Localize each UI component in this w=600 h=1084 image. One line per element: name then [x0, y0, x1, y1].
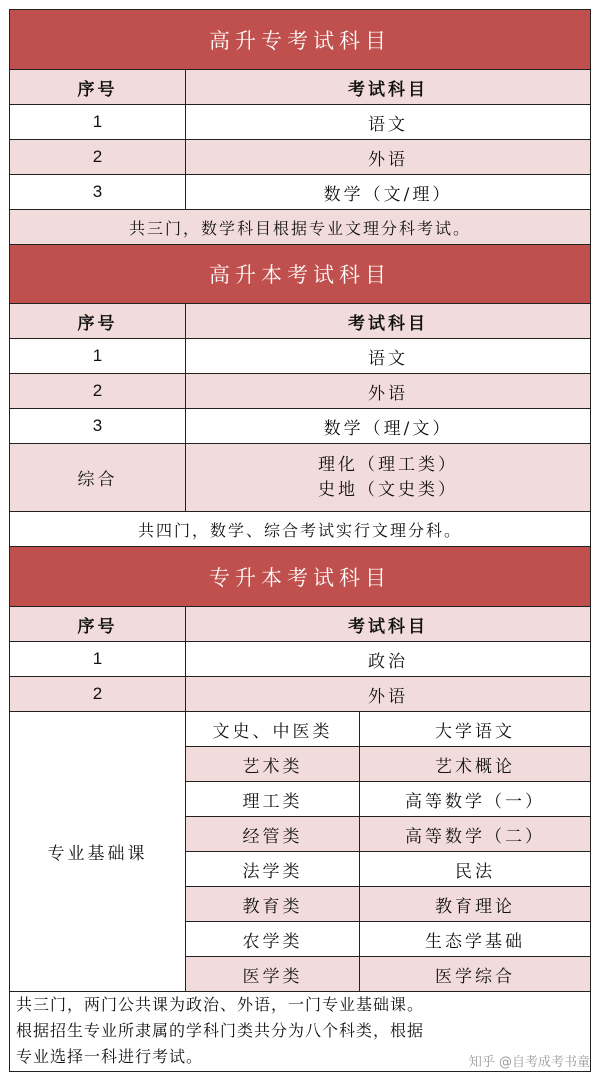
section1-note: 共三门，数学科目根据专业文理分科考试。: [9, 209, 591, 245]
section3-row1-seq: 1: [9, 641, 186, 677]
section2-row3-seq: 3: [9, 408, 186, 444]
section2-col-subject: 考试科目: [185, 303, 591, 339]
section3-title: 专升本考试科目: [9, 546, 591, 607]
section2-row1-seq: 1: [9, 338, 186, 374]
section1-row2-seq: 2: [9, 139, 186, 175]
section3-row2-subject: 外语: [185, 676, 591, 712]
category-6-subject: 教育理论: [359, 886, 591, 922]
section2-col-seq: 序号: [9, 303, 186, 339]
section2-combined-subjects: [185, 443, 591, 512]
section2-row2-subject: 外语: [185, 373, 591, 409]
section2-title: 高升本考试科目: [9, 244, 591, 304]
category-2: 艺术类: [185, 746, 360, 782]
section1-title: 高升专考试科目: [9, 9, 591, 70]
section2-row2-seq: 2: [9, 373, 186, 409]
category-6: 教育类: [185, 886, 360, 922]
section1-col-seq: 序号: [9, 69, 186, 105]
category-8-subject: 医学综合: [359, 956, 591, 992]
section1-row2-subject: 外语: [185, 139, 591, 175]
section3-note-line-2: 根据招生专业所隶属的学科门类共分为八个科类，根据: [16, 1021, 425, 1040]
section3-note-line-3: 专业选择一科进行考试。: [16, 1047, 204, 1066]
section2-row1-subject: 语文: [185, 338, 591, 374]
category-4: 经管类: [185, 816, 360, 852]
category-2-subject: 艺术概论: [359, 746, 591, 782]
section1-row1-seq: 1: [9, 104, 186, 140]
section1-row3-subject: 数学（文/理）: [185, 174, 591, 210]
basic-course-label: 专业基础课: [9, 711, 186, 992]
category-4-subject: 高等数学（二）: [359, 816, 591, 852]
section2-combined-label: 综合: [9, 443, 186, 512]
category-5: 法学类: [185, 851, 360, 887]
section3-row1-subject: 政治: [185, 641, 591, 677]
category-7-subject: 生态学基础: [359, 921, 591, 957]
combined-line-1: 理化（理工类）: [318, 454, 458, 475]
section1-col-subject: 考试科目: [185, 69, 591, 105]
section1-row1-subject: 语文: [185, 104, 591, 140]
category-3-subject: 高等数学（一）: [359, 781, 591, 817]
section3-col-subject: 考试科目: [185, 606, 591, 642]
category-3: 理工类: [185, 781, 360, 817]
category-8: 医学类: [185, 956, 360, 992]
category-1: 文史、中医类: [185, 711, 360, 747]
section3-col-seq: 序号: [9, 606, 186, 642]
section1-row3-seq: 3: [9, 174, 186, 210]
category-7: 农学类: [185, 921, 360, 957]
category-1-subject: 大学语文: [359, 711, 591, 747]
watermark: 知乎 @自考成考书童: [468, 1055, 590, 1070]
section3-note-line-1: 共三门，两门公共课为政治、外语，一门专业基础课。: [16, 995, 425, 1014]
combined-line-2: 史地（文史类）: [318, 479, 458, 500]
section2-note: 共四门，数学、综合考试实行文理分科。: [9, 511, 591, 547]
section3-row2-seq: 2: [9, 676, 186, 712]
category-5-subject: 民法: [359, 851, 591, 887]
section2-row3-subject: 数学（理/文）: [185, 408, 591, 444]
